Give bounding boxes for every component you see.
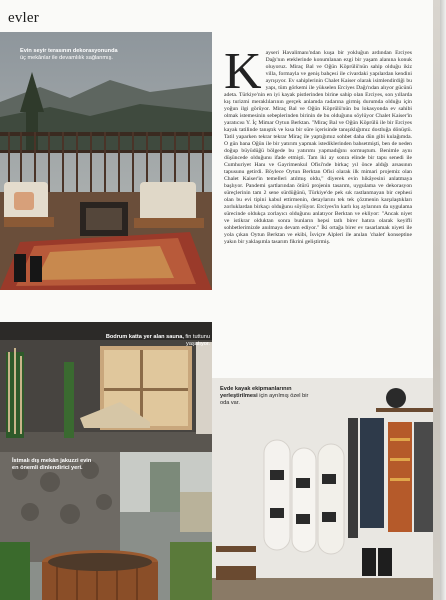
terrace-caption-rest: üç mekânlar ile devamlılık sağlanmış.	[20, 55, 113, 61]
jacuzzi-photo	[0, 452, 212, 600]
ski-room-photo	[212, 378, 433, 600]
ski-caption-rest: için ayrılmış özel bir oda var.	[220, 393, 309, 406]
section-label: evler	[8, 10, 39, 26]
article-body	[224, 43, 412, 246]
terrace-photo	[0, 32, 212, 290]
article-paragraph: ayseri Havalimanı'ndan kuşa bir yokluğun ardından Erciyes Dağı'nın eteklerinde konumlanan ezgi bir yaşam alanına konuk oluyoruz. Miraç Bal ve Oğün Köprülü'nün sahip olduğu ikiz villa, formayla ve geniş bahçesi ile civardaki yapılardan kendini ayrışıyor. Ev sahiplerinin Chalet Kaiser olarak isimlendirdiği bu yapı, tüm görkemi ile yükselen Erciyes Dağı'ndan alıyor gücünü adeta. Türkiye'nin en iyi kayak pistlerinden birine sahip olan Erciyes, son yıllarda kış turizmi meraklılarının gerçek anlamda radarına girmiş durumda olduğu için yoğun ilgi görüyor. Miraç Bal ve Oğün Köprülü'nün bu lokasyonda ev sahibi olmak istemesinin sebeplerinden birinin de bu olduğunu söylüyor Chalet Kaiser'in yaratıcısı Y. İç Mimar Oytun Berktan. "Miraç Bal ve Oğün Köprülü ile bir Erciyes kayak tatilinde tanıştık ve kısa bir süre içerisinde tanışıklığımız dostluğa dönüştü. Tatil yaparken tekrar tekrar Miraç ile yaptığımız sohbet daha dün gibi kulağımda. O gün bana Oğün ile bir yatırım yapmak istediklerinden bahsetmişti, ben de neden doğup büyüdüğü bölgede bu yatırımı yapmadığını sormuştum. Benimle aynı düşüncede olduğunu ifade etmişti. Tam iki ay sonra elinde bir tapu senedi ile Cumhuriyet Hanı ve Gayrimenkul Ofisi'nde birkaç yıl önce aldığı arsasının tapusunu getirdi. Böylece Oytun Berktan Ofisi olarak ilk mimari projemiz olan Chalet Kaiser'in temelleri atılmış oldu," diyerek evin hikâyesini anlatmaya başlıyor. Pandemi şartlarından ötürü projenin tasarım, uygulama ve dekorasyon süreçlerinin tam 2 sene sürdüğünü, Türkiye'de pek sık rastlanmayan bir cephesi olan bu evi tipini kabul ettirmenin, detaylarını tek tek çözmenin karşılaştıkları zorluklardan birkaçı olduğunu söylüyor. Erciyes'in karlı kış aylarının da uygulama sürecinde oldukça zorlayıcı olduğunu anlatıyor Berktan ve ekliyor: "Ancak niyet ve istikrar olduktan sonra bunların hepsi tatlı birer hatıra olarak keyifli sohbetlerimizde anılmaya devam ediyor." İki ortağa birer ev tasarlamak niyeti ile yola çıkan Oytun Berktan ve ekibi, İsviçre Alpleri ile anılan 'chalet' konseptine yakın bir yaklaşımla tasarım fikrini geliştirmiş.	[224, 50, 412, 246]
ski-caption	[220, 386, 312, 407]
sauna-caption-bold: Bodrum katta yer alan sauna,	[105, 334, 184, 340]
jacuzzi-caption-bold: İstmalı dış mekân jakuzzi evin en önemli dinlendirici yeri.	[12, 458, 92, 471]
sauna-caption-rest: fin tuttunu yaşatıyor.	[183, 334, 210, 347]
drop-cap: K	[224, 43, 262, 100]
jacuzzi-caption	[12, 458, 98, 472]
sauna-caption	[90, 334, 210, 348]
page-edge-strip	[433, 0, 440, 600]
terrace-caption	[20, 48, 120, 62]
terrace-caption-bold: Evin seyir terasının dekorasyonunda	[20, 48, 118, 54]
sauna-photo	[0, 322, 212, 452]
jacuzzi-image	[0, 452, 212, 600]
terrace-image	[0, 32, 212, 290]
ski-caption-bold: Evde kayak ekipmanlarının yerleştirilmesi	[220, 386, 292, 399]
page-gutter	[440, 0, 446, 600]
ski-room-image	[212, 378, 433, 600]
